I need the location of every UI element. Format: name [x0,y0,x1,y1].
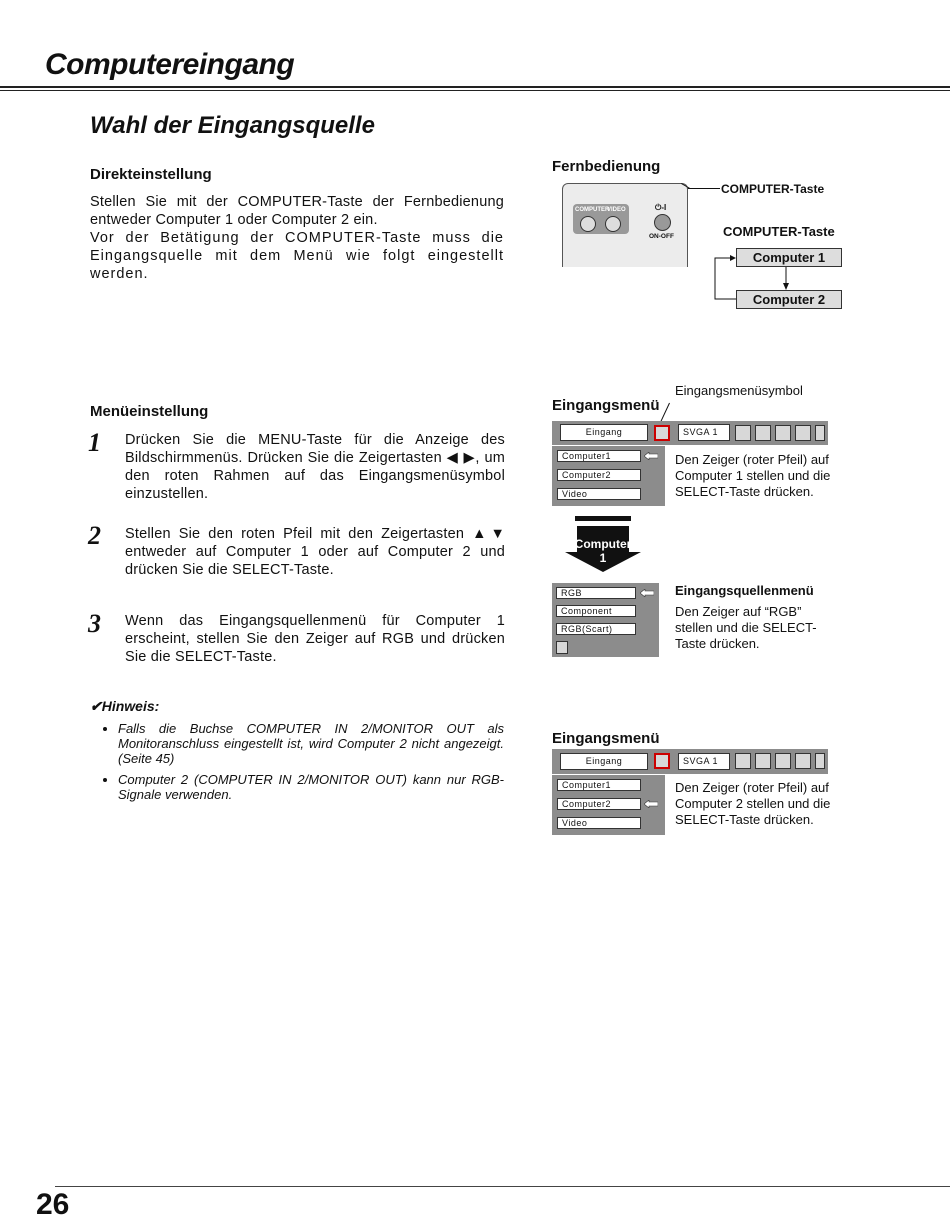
input-menu-icon[interactable] [654,753,670,769]
osd2-heading: Eingangsquellenmenü [675,583,814,598]
header-rule-thin [0,90,950,91]
pointer-arrow-icon [640,589,654,597]
note-list [90,721,504,802]
direct-text-1: Stellen Sie mit der COMPUTER-Taste der Fernbedienung entweder Computer 1 oder Computer 2 ein. [90,194,504,228]
page-number: 26 [36,1188,70,1221]
footer-rule [55,1186,950,1187]
page-title: Computereingang [45,48,295,81]
section-title: Wahl der Eingangsquelle [90,112,375,139]
note-item: • Computer 2 (COMPUTER IN 2/MONITOR OUT) kann nur RGB-Signale verwenden. [118,772,504,802]
remote-control [562,183,688,267]
direct-text [90,193,504,283]
menu-heading: Menüeinstellung [90,403,209,420]
remote-heading: Fernbedienung [552,158,661,175]
step-2-text: Stellen Sie den roten Pfeil mit den Zeigertasten ▲▼ entweder auf Computer 1 oder auf Computer 2 und drücken Sie die SELECT-Taste. [125,526,505,578]
menu-icon-6[interactable] [815,753,825,769]
menu-icon-4[interactable] [775,425,791,441]
osd3-item-computer2[interactable]: Computer2 [557,798,641,810]
osd1-bar-mode: SVGA 1 [678,424,730,441]
direct-heading: Direkteinstellung [90,166,212,183]
video-button[interactable] [605,216,621,232]
computer-button-label: COMPUTER [575,207,610,213]
power-button[interactable] [654,214,671,231]
step-3-number: 3 [88,609,101,638]
flow-computer2: Computer 2 [736,290,842,309]
callout-label: COMPUTER-Taste [721,182,825,196]
menu-icon-4[interactable] [775,753,791,769]
flow-heading: COMPUTER-Taste [723,224,835,239]
step-3-text: Wenn das Eingangsquellenmenü für Computer 1 erscheint, stellen Sie den Zeiger auf RGB und drücken Sie die SELECT-Taste. [125,613,505,665]
menu-icon-6[interactable] [815,425,825,441]
menu-icon-3[interactable] [755,753,771,769]
osd2-item-rgb-scart[interactable]: RGB(Scart) [556,623,636,635]
osd1-desc: Den Zeiger (roter Pfeil) auf Computer 1 stellen und die SELECT-Taste drücken. [675,452,831,499]
osd2-item-rgb[interactable]: RGB [556,587,636,599]
note-item: • Falls die Buchse COMPUTER IN 2/MONITOR OUT als Monitoranschluss eingestellt ist, wird Computer 2 nicht angezeigt. (Seite 45) [118,721,504,766]
osd3-bar-mode: SVGA 1 [678,753,730,770]
note-heading: ✔Hinweis: [90,698,160,714]
computer-button[interactable] [580,216,596,232]
video-button-label: VIDEO [607,207,626,213]
input-menu-icon[interactable] [654,425,670,441]
pointer-arrow-icon [644,800,658,808]
osd1-item-video[interactable]: Video [557,488,641,500]
power-icon: ⏻-I [655,203,667,212]
osd3-bar-title: Eingang [560,753,648,770]
back-icon[interactable] [556,641,568,654]
osd3-desc: Den Zeiger (roter Pfeil) auf Computer 2 stellen und die SELECT-Taste drücken. [675,780,831,827]
callout-line [688,188,720,189]
osd2-item-component[interactable]: Component [556,605,636,617]
osd3-item-video[interactable]: Video [557,817,641,829]
step-1-text: Drücken Sie die MENU-Taste für die Anzeige des Bildschirmmenüs. Drücken Sie die Zeigertasten ◀ ▶, um den roten Rahmen auf das Eingangsmenüsymbol einzustellen. [125,432,505,502]
osd3-heading: Eingangsmenü [552,730,660,747]
osd1-symbol-label: Eingangsmenüsymbol [675,383,803,398]
step-1-number: 1 [88,428,101,457]
direct-text-2: Vor der Betätigung der COMPUTER-Taste muss die Eingangsquelle mit dem Menü wie folgt eingestellt werden. [90,230,504,282]
menu-icon-2[interactable] [735,753,751,769]
note [90,698,504,808]
on-off-label: ON-OFF [649,233,674,240]
header-rule [0,86,950,88]
menu-icon-5[interactable] [795,753,811,769]
osd3-item-computer1[interactable]: Computer1 [557,779,641,791]
osd1-bar-title: Eingang [560,424,648,441]
osd1-heading: Eingangsmenü [552,397,660,414]
osd1-item-computer2[interactable]: Computer2 [557,469,641,481]
osd2-desc: Den Zeiger auf “RGB” stellen und die SELECT-Taste drücken. [675,604,817,651]
menu-icon-5[interactable] [795,425,811,441]
pointer-arrow-icon [644,452,658,460]
step-2-number: 2 [88,521,101,550]
flow-arrows [705,250,845,310]
menu-icon-3[interactable] [755,425,771,441]
flow-computer1: Computer 1 [736,248,842,267]
osd1-item-computer1[interactable]: Computer1 [557,450,641,462]
menu-icon-2[interactable] [735,425,751,441]
arrow-label: Computer 1 [574,537,632,565]
